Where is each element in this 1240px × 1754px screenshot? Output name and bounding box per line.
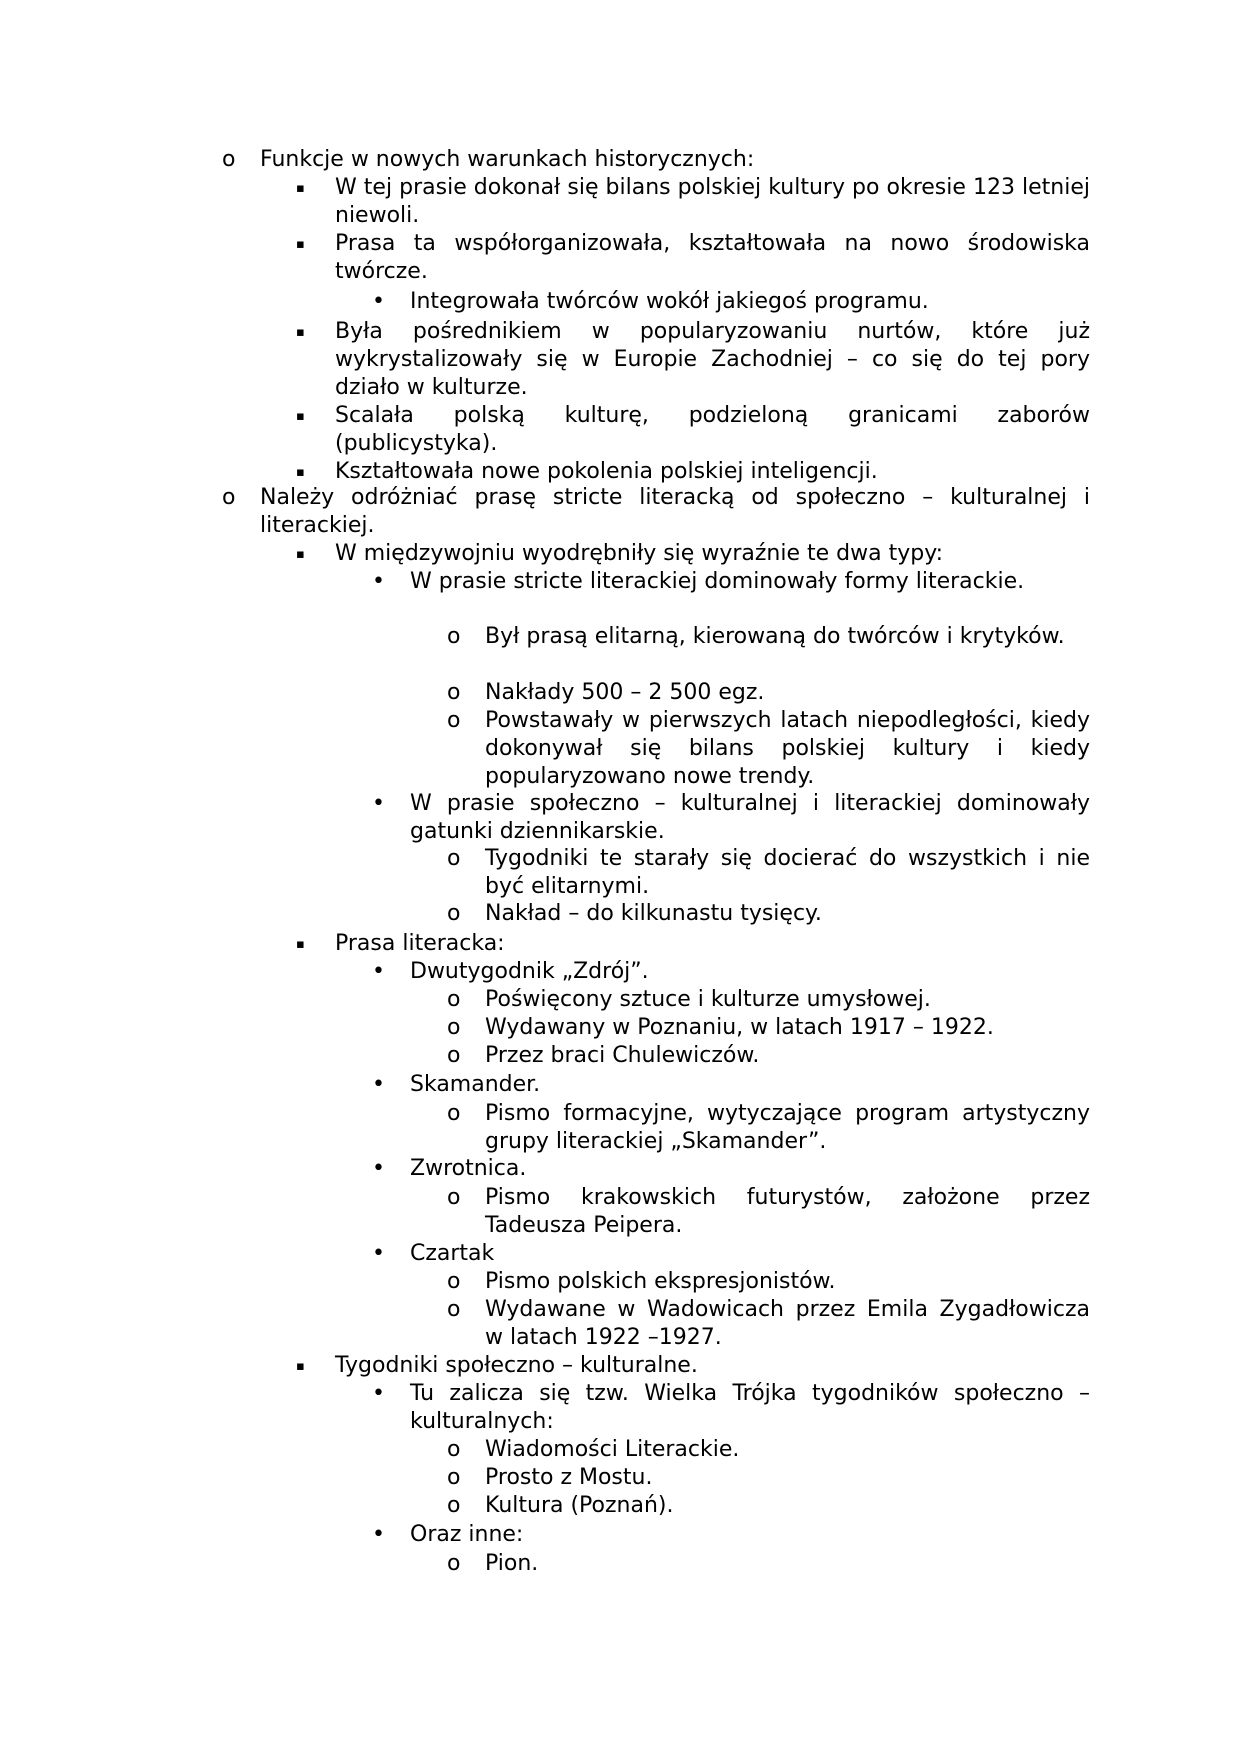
list-bullet-icon: o <box>447 708 461 733</box>
list-item-text: W prasie stricte literackiej dominowały formy literackie. <box>410 569 1025 594</box>
list-bullet-icon: o <box>447 987 461 1012</box>
list-item-text: W prasie społeczno – kulturalnej i literackiej dominowały gatunki dziennikarskie. <box>410 791 1090 844</box>
list-item-text: Skamander. <box>410 1072 541 1097</box>
list-bullet-icon: ▪ <box>296 1359 305 1374</box>
list-bullet-icon: o <box>447 1551 461 1576</box>
list-bullet-icon: o <box>447 901 461 926</box>
list-bullet-icon: • <box>372 791 385 816</box>
list-item-text: Nakłady 500 – 2 500 egz. <box>485 680 765 705</box>
list-item-text: Pismo krakowskich futurystów, założone przez Tadeusza Peipera. <box>485 1185 1090 1238</box>
list-item-text: Należy odróżniać prasę stricte literacką od społeczno – kulturalnej i literackiej. <box>260 485 1090 538</box>
list-bullet-icon: • <box>372 959 385 984</box>
list-item-text: W tej prasie dokonał się bilans polskiej kultury po okresie 123 letniej niewoli. <box>335 175 1090 228</box>
list-item-text: Była pośrednikiem w popularyzowaniu nurtów, które już wykrystalizowały się w Europie Zachodniej – co się do tej pory działo w kulturze. <box>335 319 1090 400</box>
list-item-text: Prosto z Mostu. <box>485 1465 653 1490</box>
list-bullet-icon: • <box>372 289 385 314</box>
list-item-text: Pion. <box>485 1551 539 1576</box>
list-item-text: Integrowała twórców wokół jakiegoś programu. <box>410 289 929 314</box>
list-bullet-icon: • <box>372 569 385 594</box>
list-item-text: Nakład – do kilkunastu tysięcy. <box>485 901 822 926</box>
list-bullet-icon: ▪ <box>296 547 305 562</box>
list-item-text: W międzywojniu wyodrębniły się wyraźnie te dwa typy: <box>335 541 944 566</box>
list-item-text: Zwrotnica. <box>410 1156 527 1181</box>
list-bullet-icon: o <box>447 1101 461 1126</box>
list-item-text: Wiadomości Literackie. <box>485 1437 740 1462</box>
list-item-text: Kształtowała nowe pokolenia polskiej inteligencji. <box>335 459 878 484</box>
list-bullet-icon: o <box>222 485 236 510</box>
list-bullet-icon: ▪ <box>296 325 305 340</box>
list-item-text: Funkcje w nowych warunkach historycznych: <box>260 147 755 172</box>
list-item-text: Oraz inne: <box>410 1522 524 1547</box>
list-bullet-icon: o <box>447 1185 461 1210</box>
list-item-text: Wydawane w Wadowicach przez Emila Zygadłowicza w latach 1922 –1927. <box>485 1297 1090 1350</box>
list-bullet-icon: o <box>447 1493 461 1518</box>
list-item-text: Prasa ta współorganizowała, kształtowała na nowo środowiska twórcze. <box>335 231 1090 284</box>
list-item-text: Kultura (Poznań). <box>485 1493 674 1518</box>
list-bullet-icon: ▪ <box>296 937 305 952</box>
list-item-text: Tygodniki te starały się docierać do wszystkich i nie być elitarnymi. <box>485 846 1090 899</box>
list-bullet-icon: ▪ <box>296 237 305 252</box>
list-item-text: Pismo formacyjne, wytyczające program artystyczny grupy literackiej „Skamander”. <box>485 1101 1090 1154</box>
list-bullet-icon: o <box>222 147 236 172</box>
list-item-text: Poświęcony sztuce i kulturze umysłowej. <box>485 987 931 1012</box>
list-item-text: Tygodniki społeczno – kulturalne. <box>335 1353 698 1378</box>
list-bullet-icon: o <box>447 846 461 871</box>
list-bullet-icon: o <box>447 1015 461 1040</box>
list-bullet-icon: ▪ <box>296 409 305 424</box>
list-item-text: Pismo polskich ekspresjonistów. <box>485 1269 836 1294</box>
list-item-text: Scalała polską kulturę, podzieloną granicami zaborów (publicystyka). <box>335 403 1090 456</box>
list-bullet-icon: o <box>447 680 461 705</box>
list-bullet-icon: o <box>447 1297 461 1322</box>
list-item-text: Wydawany w Poznaniu, w latach 1917 – 1922. <box>485 1015 994 1040</box>
list-bullet-icon: o <box>447 1437 461 1462</box>
list-item-text: Czartak <box>410 1241 495 1266</box>
list-bullet-icon: ▪ <box>296 465 305 480</box>
list-bullet-icon: o <box>447 1465 461 1490</box>
list-item-text: Był prasą elitarną, kierowaną do twórców i krytyków. <box>485 624 1065 649</box>
list-bullet-icon: ▪ <box>296 181 305 196</box>
list-bullet-icon: • <box>372 1241 385 1266</box>
list-bullet-icon: o <box>447 1043 461 1068</box>
list-bullet-icon: • <box>372 1522 385 1547</box>
list-bullet-icon: o <box>447 1269 461 1294</box>
list-bullet-icon: • <box>372 1381 385 1406</box>
list-item-text: Tu zalicza się tzw. Wielka Trójka tygodników społeczno – kulturalnych: <box>410 1381 1090 1434</box>
list-bullet-icon: • <box>372 1072 385 1097</box>
list-item-text: Dwutygodnik „Zdrój”. <box>410 959 649 984</box>
list-item-text: Prasa literacka: <box>335 931 505 956</box>
list-bullet-icon: • <box>372 1156 385 1181</box>
list-item-text: Przez braci Chulewiczów. <box>485 1043 760 1068</box>
list-item-text: Powstawały w pierwszych latach niepodległości, kiedy dokonywał się bilans polskiej kultury i kiedy popularyzowano nowe trendy. <box>485 708 1090 789</box>
list-bullet-icon: o <box>447 624 461 649</box>
